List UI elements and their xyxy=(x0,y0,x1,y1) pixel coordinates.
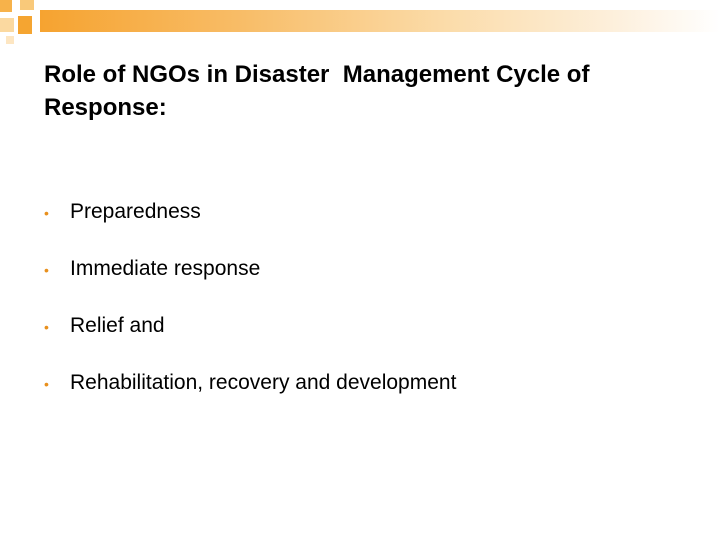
header-gradient-bar xyxy=(40,10,720,32)
list-item xyxy=(44,194,684,251)
bullet-icon: • xyxy=(44,319,49,335)
decorative-square xyxy=(20,0,34,10)
slide-title: Role of NGOs in Disaster Management Cycle of Response: xyxy=(44,61,597,121)
bullet-icon: • xyxy=(44,376,49,392)
bullet-text: Rehabilitation, recovery and development xyxy=(70,371,457,394)
bullet-text: Preparedness xyxy=(70,200,201,223)
list-item xyxy=(44,308,684,365)
bullet-icon: • xyxy=(44,262,49,278)
decorative-square xyxy=(0,0,12,12)
list-item xyxy=(44,251,684,308)
bullet-icon: • xyxy=(44,205,49,221)
bullet-list xyxy=(44,194,684,422)
decorative-square xyxy=(6,36,14,44)
bullet-text: Immediate response xyxy=(70,257,261,280)
list-item xyxy=(44,365,684,422)
decorative-square xyxy=(18,16,32,34)
bullet-text: Relief and xyxy=(70,314,165,337)
decorative-square xyxy=(0,18,14,32)
